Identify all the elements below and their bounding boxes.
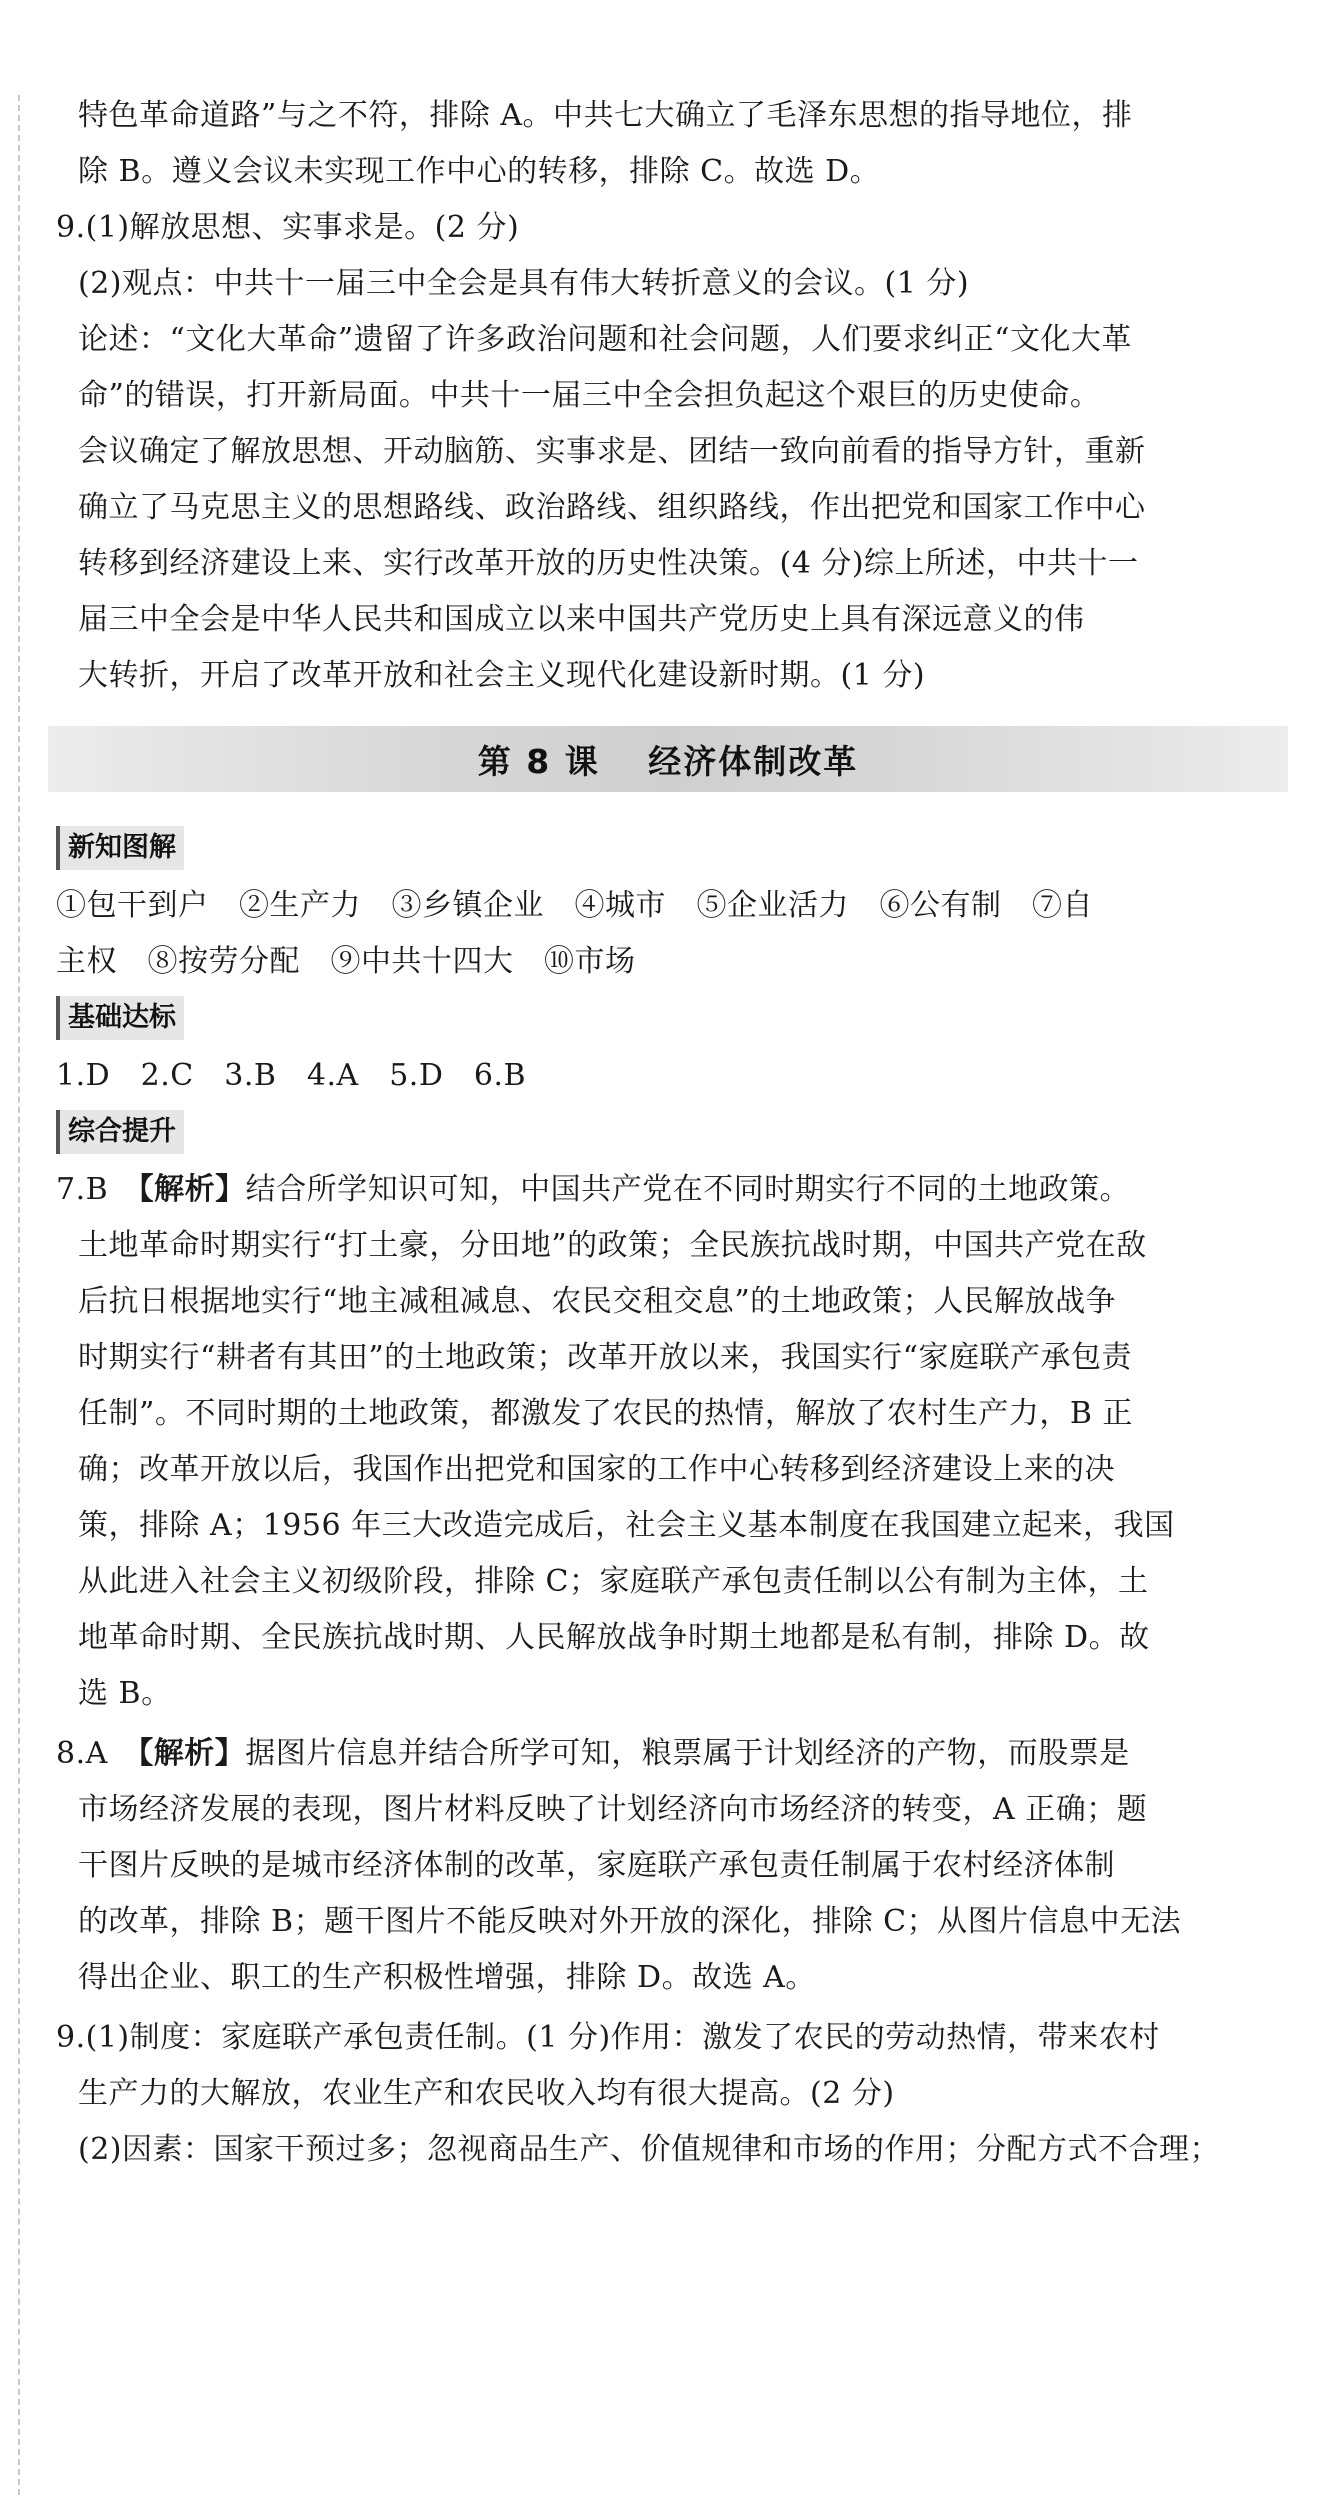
margin-dashed-rule	[18, 95, 20, 2495]
q8-analysis-tag: 【解析】	[138, 1736, 246, 1771]
text-line: 确；改革开放以后，我国作出把党和国家的工作中心转移到经济建设上来的决	[78, 1452, 1115, 1487]
q7-answer: 7.B	[56, 1172, 139, 1207]
basic-answers: 1.D 2.C 3.B 4.A 5.D 6.B	[56, 1058, 527, 1093]
text-line: 从此进入社会主义初级阶段，排除 C；家庭联产承包责任制以公有制为主体，土	[78, 1564, 1149, 1599]
text-line: 大转折，开启了改革开放和社会主义现代化建设新时期。(1 分)	[78, 658, 926, 693]
lesson-header-bar	[48, 726, 1288, 792]
text-line: 干图片反映的是城市经济体制的改革，家庭联产承包责任制属于农村经济体制	[78, 1848, 1115, 1883]
q9-prev-part1: 9.(1)解放思想、实事求是。(2 分)	[56, 210, 520, 245]
text-line: 土地革命时期实行“打土豪，分田地”的政策；全民族抗战时期，中国共产党在敌	[78, 1228, 1147, 1263]
q9-part2-line1: (2)因素：国家干预过多；忽视商品生产、价值规律和市场的作用；分配方式不合理；	[78, 2132, 1220, 2167]
text-line: 除 B。遵义会议未实现工作中心的转移，排除 C。故选 D。	[78, 154, 881, 189]
lesson-title: 第 8 课 经济体制改革	[477, 741, 859, 781]
text-line: ①包干到户 ②生产力 ③乡镇企业 ④城市 ⑤企业活力 ⑥公有制 ⑦自	[56, 888, 1093, 923]
text-line: 特色革命道路”与之不符，排除 A。中共七大确立了毛泽东思想的指导地位，排	[78, 98, 1133, 133]
text-line: 论述：“文化大革命”遗留了许多政治问题和社会问题，人们要求纠正“文化大革	[78, 322, 1133, 357]
text-line: 得出企业、职工的生产积极性增强，排除 D。故选 A。	[78, 1960, 816, 1995]
q7-first-line	[56, 1162, 1306, 1218]
text-line: 转移到经济建设上来、实行改革开放的历史性决策。(4 分)综上所述，中共十一	[78, 546, 1139, 581]
text-line: 地革命时期、全民族抗战时期、人民解放战争时期土地都是私有制，排除 D。故	[78, 1620, 1150, 1655]
text-line: 主权 ⑧按劳分配 ⑨中共十四大 ⑩市场	[56, 944, 636, 979]
q9-part1-line1: 9.(1)制度：家庭联产承包责任制。(1 分)作用：激发了农民的劳动热情，带来农村	[56, 2020, 1160, 2055]
q7-analysis-tag: 【解析】	[138, 1172, 246, 1207]
text-line: 时期实行“耕者有其田”的土地政策；改革开放以来，我国实行“家庭联产承包责	[78, 1340, 1133, 1375]
q7-first-text: 结合所学知识可知，中国共产党在不同时期实行不同的土地政策。	[245, 1172, 1131, 1207]
section-label-zonghe: 综合提升	[56, 1110, 184, 1154]
q8-first-text: 据图片信息并结合所学可知，粮票属于计划经济的产物，而股票是	[245, 1736, 1130, 1771]
section-label-xinzhi: 新知图解	[56, 826, 184, 870]
text-line: 后抗日根据地实行“地主减租减息、农民交租交息”的土地政策；人民解放战争	[78, 1284, 1117, 1319]
text-line: (2)观点：中共十一届三中全会是具有伟大转折意义的会议。(1 分)	[78, 266, 970, 301]
q8-answer: 8.A	[56, 1736, 139, 1771]
section-label-jichu: 基础达标	[56, 996, 184, 1040]
text-line: 策，排除 A；1956 年三大改造完成后，社会主义基本制度在我国建立起来，我国	[78, 1508, 1175, 1543]
text-line: 的改革，排除 B；题干图片不能反映对外开放的深化，排除 C；从图片信息中无法	[78, 1904, 1182, 1939]
text-line: 会议确定了解放思想、开动脑筋、实事求是、团结一致向前看的指导方针，重新	[78, 434, 1146, 469]
text-line: 届三中全会是中华人民共和国成立以来中国共产党历史上具有深远意义的伟	[78, 602, 1085, 637]
text-line: 确立了马克思主义的思想路线、政治路线、组织路线，作出把党和国家工作中心	[78, 490, 1146, 525]
text-line: 选 B。	[78, 1676, 172, 1711]
text-line: 命”的错误，打开新局面。中共十一届三中全会担负起这个艰巨的历史使命。	[78, 378, 1101, 413]
text-line: 任制”。不同时期的土地政策，都激发了农民的热情，解放了农村生产力，B 正	[78, 1396, 1133, 1431]
text-line: 市场经济发展的表现，图片材料反映了计划经济向市场经济的转变，A 正确；题	[78, 1792, 1148, 1827]
page-content	[56, 88, 1306, 2178]
q8-first-line	[56, 1726, 1306, 1782]
q9-part1-line2: 生产力的大解放，农业生产和农民收入均有很大提高。(2 分)	[78, 2076, 895, 2111]
